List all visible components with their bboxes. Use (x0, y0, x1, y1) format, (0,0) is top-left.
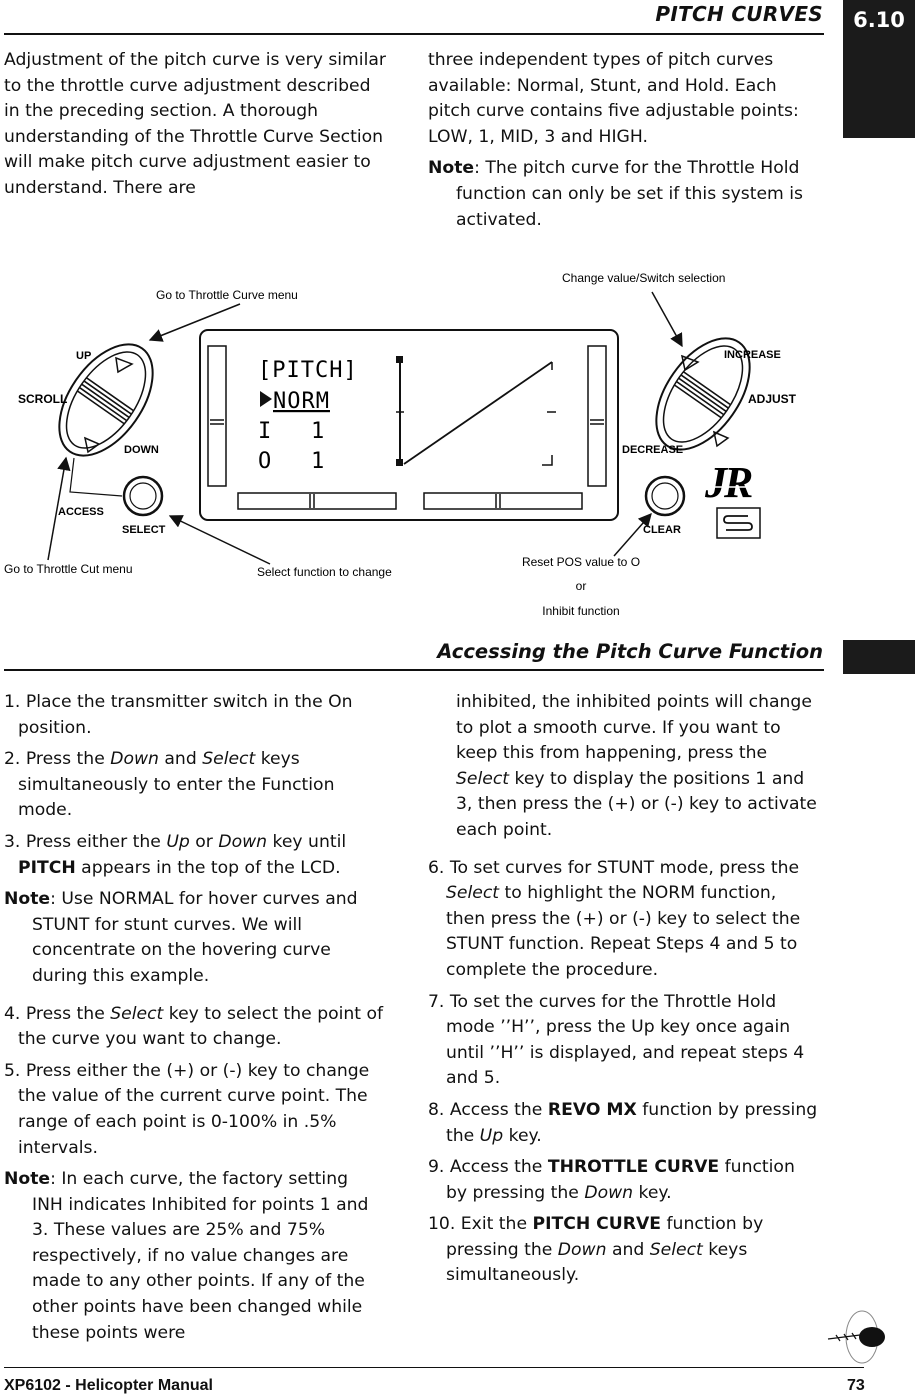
select-key-label: SELECT (122, 524, 166, 536)
callout-change-value: Change value/Switch selection (562, 271, 726, 285)
select-button[interactable] (124, 477, 162, 515)
step-9: 9. Access the THROTTLE CURVE function by pressing the Down key. (428, 1157, 795, 1203)
switch-icon (717, 508, 760, 538)
adjust-key-label: ADJUST (748, 392, 797, 406)
lcd-line-4: O 1 (258, 449, 325, 474)
step-5: 5. Press either the (+) or (-) key to change the value of the current curve point. The range of each point is 0-100% in .5% intervals. (4, 1060, 370, 1158)
note-factory-setting: Note: In each curve, the factory setting INH indicates Inhibited for points 1 and 3. These values are 25% and 75% respectively, if no value changes are made to any other points. If any of the other points have been changed while these points were (4, 1169, 369, 1343)
clear-button[interactable] (646, 477, 684, 515)
helicopter-icon (822, 1305, 892, 1365)
callout-throttle-curve: Go to Throttle Curve menu (156, 288, 298, 302)
jr-logo: JR (705, 458, 751, 507)
note-continued: inhibited, the inhibited points will change to plot a smooth curve. If you want to keep this from happening, press the Select key to display the positions 1 and 3, then press the (+) or (-) key to activate each point. (456, 692, 817, 840)
step-7: 7. To set the curves for the Throttle Hold mode ’’H’’, press the Up key once again until ’’H’’ is displayed, and repeat steps 4 and 5. (428, 991, 805, 1089)
down-key-label: DOWN (124, 444, 159, 456)
section-tab-2 (843, 640, 915, 674)
lcd-line-1: [PITCH] (258, 358, 358, 383)
step-6: 6. To set curves for STUNT mode, press the Select to highlight the NORM function, then press the (+) or (-) key to select the STUNT function. Repeat Steps 4 and 5 to complete the procedure. (428, 857, 801, 980)
lcd-line-3: I 1 (258, 419, 325, 444)
increase-key-label: INCREASE (724, 349, 781, 361)
steps-right-column (428, 690, 818, 1295)
clear-key-label: CLEAR (643, 524, 681, 536)
step-8: 8. Access the REVO MX function by pressing the Up key. (428, 1099, 818, 1146)
callout-reset-1: Reset POS value to O (521, 555, 641, 569)
decrease-key-label: DECREASE (622, 444, 684, 456)
header-rule (4, 33, 824, 35)
section-rule (4, 669, 824, 671)
intro-left-column (4, 48, 389, 208)
lcd-line-2: NORM (273, 389, 330, 414)
step-2: 2. Press the Down and Select keys simultaneously to enter the Function mode. (4, 749, 335, 821)
up-key-label: UP (76, 350, 92, 362)
scroll-key-label: SCROLL (18, 392, 68, 406)
callout-reset-3: Inhibit function (542, 604, 620, 618)
intro-left-text: Adjustment of the pitch curve is very similar to the throttle curve adjustment described in the preceding section. A thorough understanding of the Throttle Curve Section will make pitch curve adjustment easier to understand. There are (4, 50, 386, 198)
footer-rule (4, 1367, 864, 1368)
steps-left-column (4, 690, 384, 1352)
section-tab: 6.10 (843, 0, 915, 138)
intro-right-text: three independent types of pitch curves available: Normal, Stunt, and Hold. Each pitch curve contains five adjustable points: LOW, 1, MID, 3 and HIGH. (428, 50, 799, 147)
page-section-title: PITCH CURVES (655, 2, 823, 26)
intro-right-column (428, 48, 823, 239)
section-heading: Accessing the Pitch Curve Function (437, 640, 823, 663)
intro-note: Note: The pitch curve for the Throttle Hold function can only be set if this system is activated. (428, 158, 803, 230)
callout-select-function: Select function to change (257, 565, 392, 579)
callout-throttle-cut: Go to Throttle Cut menu (4, 562, 133, 576)
transmitter-diagram (0, 260, 915, 630)
step-3: 3. Press either the Up or Down key until PITCH appears in the top of the LCD. (4, 831, 347, 878)
step-1: 1. Place the transmitter switch in the On position. (4, 692, 353, 738)
callout-reset-2: or (575, 579, 587, 593)
lcd-screen (200, 330, 618, 520)
note-normal-stunt: Note: Use NORMAL for hover curves and STUNT for stunt curves. We will concentrate on the hovering curve during this example. (4, 889, 358, 986)
step-10: 10. Exit the PITCH CURVE function by pressing the Down and Select keys simultaneously. (428, 1214, 764, 1286)
access-label: ACCESS (58, 506, 104, 518)
footer-manual-title: XP6102 - Helicopter Manual (4, 1377, 213, 1394)
step-4: 4. Press the Select key to select the point of the curve you want to change. (4, 1003, 384, 1050)
page-number: 73 (847, 1377, 865, 1394)
